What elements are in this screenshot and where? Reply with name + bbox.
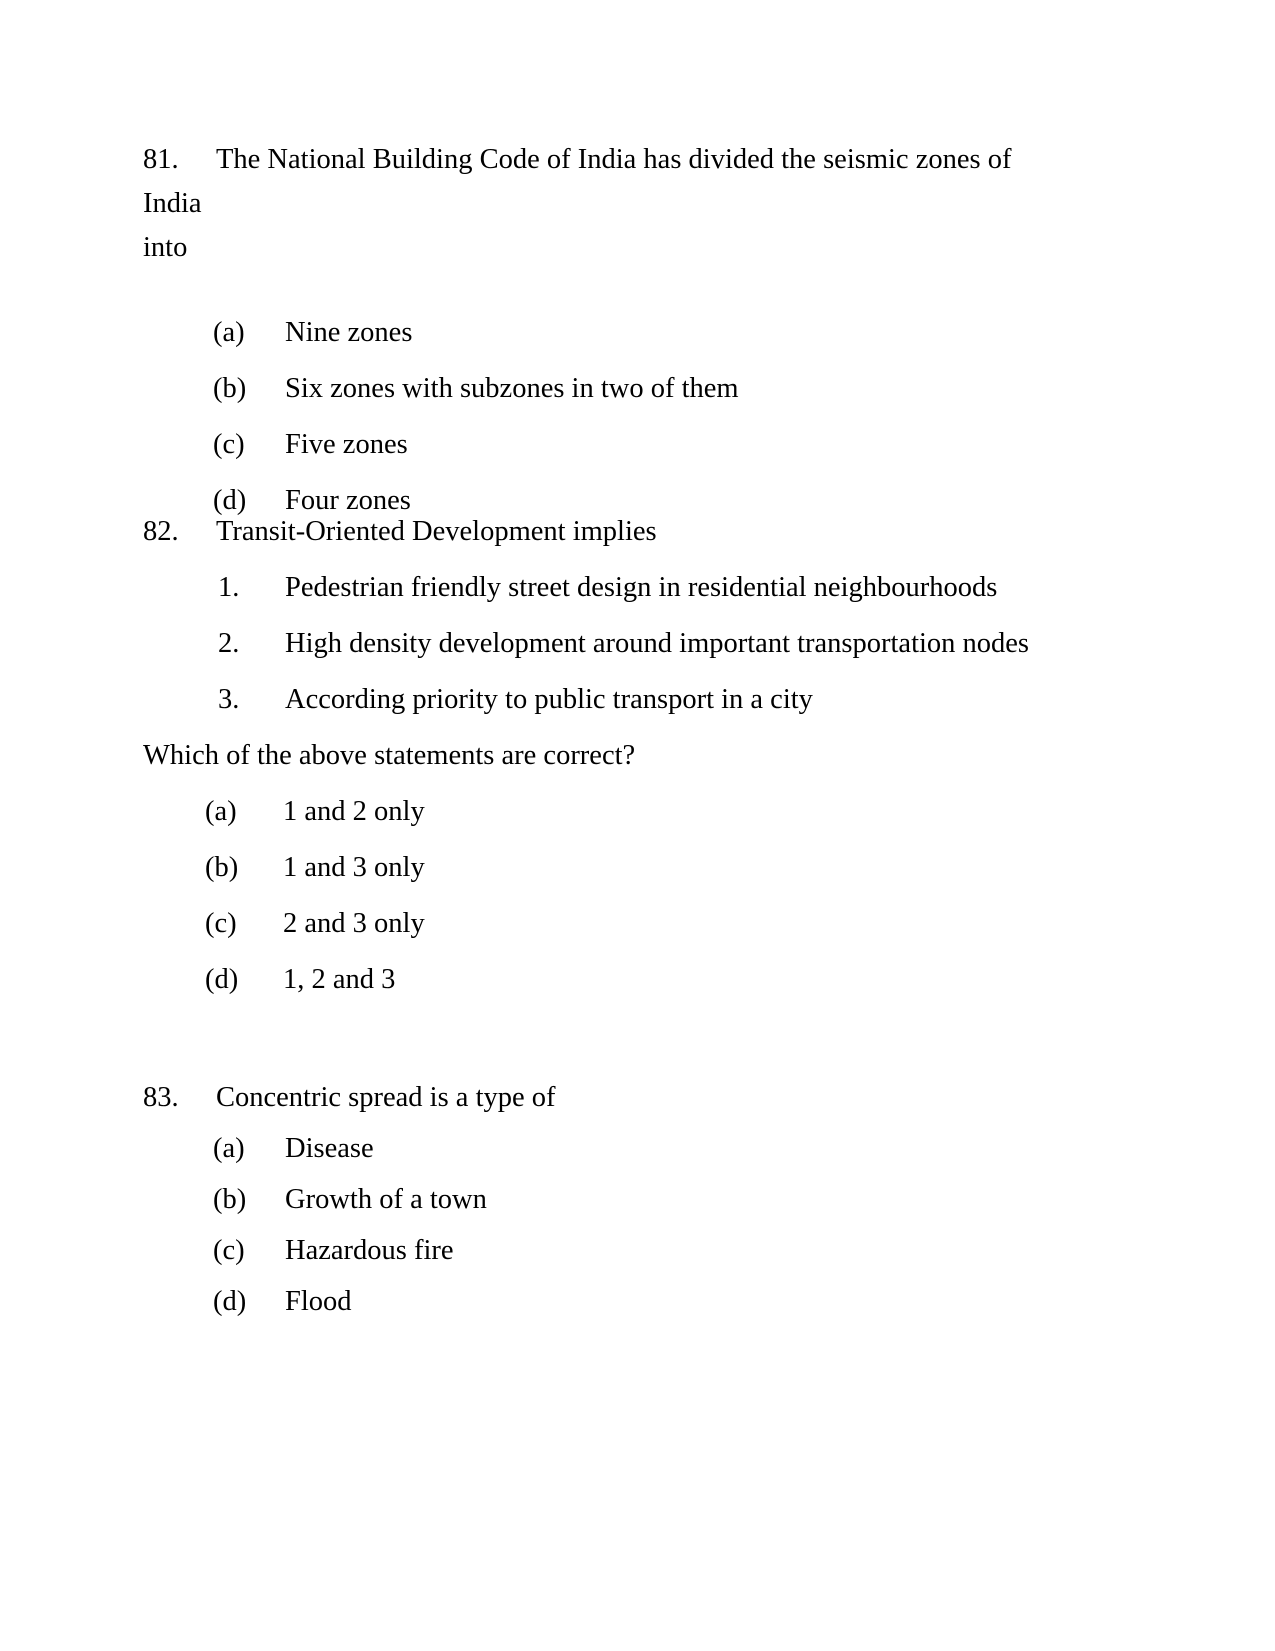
option-row[interactable] <box>0 853 1275 883</box>
option-row[interactable] <box>0 486 1275 516</box>
question-83-stem: Concentric spread is a type of <box>216 1082 556 1113</box>
option-label: (a) <box>205 796 237 827</box>
statement-row <box>0 685 1275 715</box>
statement-label: 3. <box>218 684 240 715</box>
option-row[interactable] <box>0 430 1275 460</box>
option-text: 1, 2 and 3 <box>283 964 396 995</box>
option-text: 1 and 3 only <box>283 852 425 883</box>
option-label: (b) <box>213 373 247 404</box>
statement-label: 1. <box>218 572 240 603</box>
question-83-stem-row <box>0 1083 1275 1113</box>
statement-row <box>0 629 1275 659</box>
option-text: Growth of a town <box>285 1184 487 1215</box>
option-row[interactable] <box>0 318 1275 348</box>
question-81-number: 81. <box>143 144 179 175</box>
option-row[interactable] <box>0 1134 1275 1164</box>
option-text: Hazardous fire <box>285 1235 454 1266</box>
option-label: (b) <box>213 1184 247 1215</box>
option-row[interactable] <box>0 1185 1275 1215</box>
option-text: Six zones with subzones in two of them <box>285 373 739 404</box>
option-row[interactable] <box>0 1236 1275 1266</box>
question-82-stem-row <box>0 517 1275 547</box>
question-82-prompt: Which of the above statements are correct? <box>143 740 636 771</box>
question-81-stem-line-1: The National Building Code of India has divided the seismic zones of India <box>143 144 1012 219</box>
option-row[interactable] <box>0 374 1275 404</box>
question-block-82 <box>0 517 1275 995</box>
option-row[interactable] <box>0 965 1275 995</box>
option-row[interactable] <box>0 909 1275 939</box>
option-label: (a) <box>213 317 245 348</box>
question-82-stem: Transit-Oriented Development implies <box>216 516 657 547</box>
option-label: (c) <box>205 908 237 939</box>
option-label: (c) <box>213 1235 245 1266</box>
option-text: Four zones <box>285 485 411 516</box>
statement-text: High density development around important transportation nodes <box>285 628 1030 659</box>
statement-text: Pedestrian friendly street design in residential neighbourhoods <box>285 572 998 603</box>
question-block-81 <box>0 138 1275 516</box>
option-text: Flood <box>285 1286 352 1317</box>
option-label: (c) <box>213 429 245 460</box>
question-83-number: 83. <box>143 1082 179 1113</box>
option-label: (a) <box>213 1133 245 1164</box>
question-82-number: 82. <box>143 516 179 547</box>
option-text: 2 and 3 only <box>283 908 425 939</box>
question-81-stem-line-2: into <box>143 232 188 263</box>
question-82-prompt-row <box>0 741 1275 771</box>
option-label: (d) <box>205 964 239 995</box>
option-label: (d) <box>213 485 247 516</box>
option-row[interactable] <box>0 1287 1275 1317</box>
statement-row <box>0 573 1275 603</box>
statement-text: According priority to public transport in a city <box>285 684 813 715</box>
option-text: 1 and 2 only <box>283 796 425 827</box>
option-text: Nine zones <box>285 317 413 348</box>
option-label: (b) <box>205 852 239 883</box>
option-label: (d) <box>213 1286 247 1317</box>
question-81-stem-line-2-row <box>0 226 1275 270</box>
option-text: Five zones <box>285 429 408 460</box>
statement-label: 2. <box>218 628 240 659</box>
option-row[interactable] <box>0 797 1275 827</box>
question-81-stem <box>0 138 1275 226</box>
option-text: Disease <box>285 1133 374 1164</box>
question-block-83 <box>0 1083 1275 1317</box>
